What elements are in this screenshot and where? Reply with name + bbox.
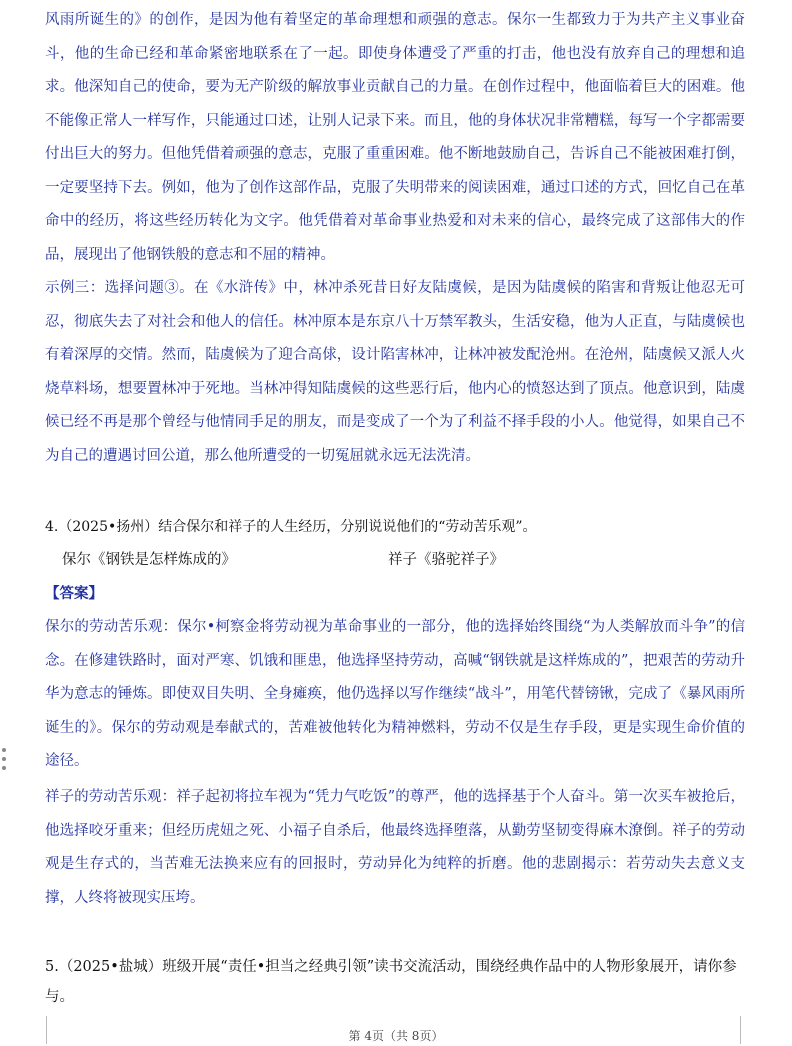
book-title-baoer: 保尔《钢铁是怎样炼成的》 <box>62 552 236 568</box>
crop-mark-bottom-left <box>18 1016 47 1044</box>
more-options-handle-icon[interactable] <box>2 748 8 775</box>
question-5: 5.（2025•盐城）班级开展“责任•担当之经典引领”读书交流活动，围绕经典作品中的人物形象展开，请你参与。 <box>45 959 737 1005</box>
answer-xiangzi: 祥子的劳动苦乐观：祥子起初将拉车视为“凭力气吃饭”的尊严，他的选择基于个人奋斗。第一次买车被抢后，他选择咬牙重来；但经历虎妞之死、小福子自杀后，他最终选择堕落，从勤劳坚韧变得麻木潦倒。祥子的劳动观是生存式的，当苦难无法换来应有的回报时，劳动异化为纯粹的折磨。他的悲剧揭示：若劳动失去意义支撑，人终将被现实压垮。 <box>45 789 745 906</box>
page-number-footer: 第 4页（共 8页） <box>348 1029 444 1043</box>
book-title-xiangzi: 祥子《骆驼祥子》 <box>388 552 504 568</box>
crop-mark-bottom-right <box>740 1016 769 1044</box>
answer-label: 【答案】 <box>45 585 103 602</box>
answer-baoer: 保尔的劳动苦乐观：保尔•柯察金将劳动视为革命事业的一部分，他的选择始终围绕“为人类解放而斗争”的信念。在修建铁路时，面对严寒、饥饿和匪患，他选择坚持劳动，高喊“钢铁就是这样炼成的”，把艰苦的劳动升华为意志的锤炼。即使双目失明、全身瘫痪，他仍选择以写作继续“战斗”，用笔代替镑锹，完成了《暴风雨所诞生的》。保尔的劳动观是奉献式的，苦难被他转化为精神燃料，劳动不仅是生存手段，更是实现生命价值的途径。 <box>45 619 745 769</box>
paragraph-example-three: 示例三：选择问题③。在《水浒传》中，林冲杀死昔日好友陆虞候，是因为陆虞候的陷害和背叛让他忍无可忍，彻底失去了对社会和他人的信任。林冲原本是东京八十万禁军教头，生活安稳，他为人正直，与陆虞候也有着深厚的交情。然而，陆虞候为了迎合高俅，设计陷害林冲，让林冲被发配沧州。在沧州，陆虞候又派人火烧草料场，想要置林冲于死地。当林冲得知陆虞候的这些恶行后，他内心的愤怒达到了顶点。他意识到，陆虞候已经不再是那个曾经与他情同手足的朋友，而是变成了一个为了利益不择手段的小人。他觉得，如果自己不为自己的遭遇讨回公道，那么他所遭受的一切冤屈就永远无法洗清。 <box>45 280 745 464</box>
question-4: 4.（2025•扬州）结合保尔和祥子的人生经历，分别说说他们的“劳动苦乐观”。 <box>45 519 537 535</box>
paragraph-baoer-continued: 风雨所诞生的》的创作，是因为他有着坚定的革命理想和顽强的意志。保尔一生都致力于为共产主义事业奋斗，他的生命已经和革命紧密地联系在了一起。即使身体遭受了严重的打击，他也没有放弃自己的理想和追求。他深知自己的使命，要为无产阶级的解放事业贡献自己的力量。在创作过程中，他面临着巨大的困难。他不能像正常人一样写作，只能通过口述，让别人记录下来。而且，他的身体状况非常糟糕，每写一个字都需要付出巨大的努力。但他凭借着顽强的意志，克服了重重困难。他不断地鼓励自己，告诉自己不能被困难打倒，一定要坚持下去。例如，他为了创作这部作品，克服了失明带来的阅读困难，通过口述的方式，回忆自己在革命中的经历，将这些经历转化为文字。他凭借着对革命事业热爱和对未来的信心，最终完成了这部伟大的作品，展现出了他钢铁般的意志和不屈的精神。 <box>45 12 745 263</box>
